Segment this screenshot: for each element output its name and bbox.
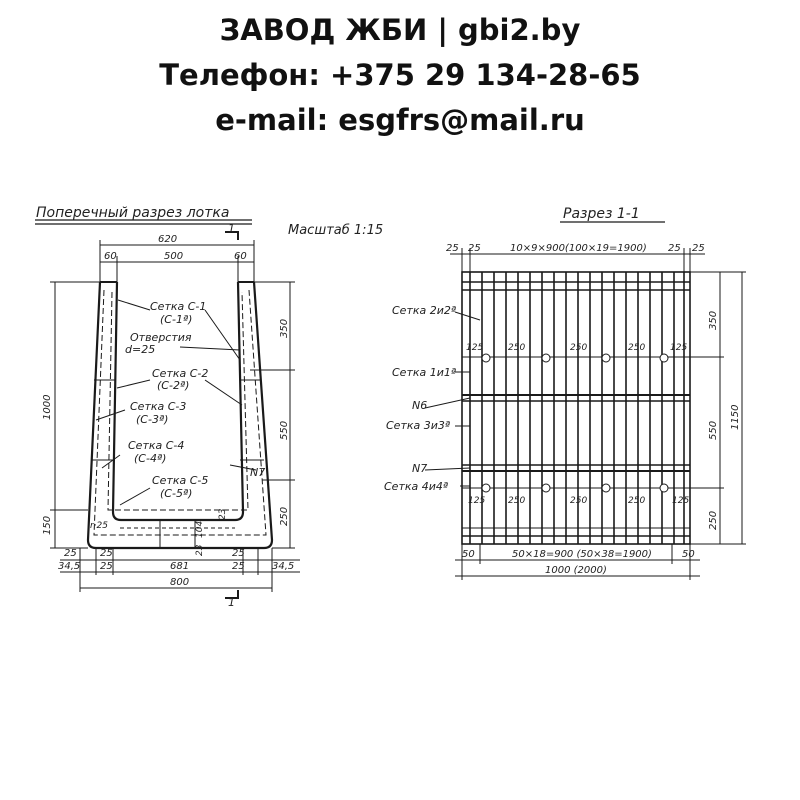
label-hole: Отверстия: [130, 331, 192, 344]
dim-seg-250: 250: [279, 506, 290, 526]
dim-seg-350: 350: [279, 318, 290, 338]
label-mesh-c4a: (С-4ª): [134, 452, 167, 465]
dim-b345-a: 34,5: [58, 561, 81, 572]
dim-row2-250b: 250: [570, 496, 588, 506]
dim-row2-125b: 125: [672, 496, 690, 506]
cut-mark-bottom: 1: [228, 596, 235, 609]
dim-row2-250a: 250: [508, 496, 526, 506]
label-mesh-c5a: (С-5ª): [160, 487, 193, 500]
label-mesh-c1a: (С-1ª): [160, 313, 193, 326]
scale-label: Масштаб 1:15: [288, 223, 384, 238]
dim-right-550: 550: [708, 420, 719, 440]
dim-b345-b: 34,5: [272, 561, 295, 572]
hole-marker: [542, 354, 550, 362]
hole-marker: [602, 484, 610, 492]
dim-height: 1000: [42, 394, 53, 420]
dim-b25-e: 25: [232, 561, 245, 572]
hole-marker: [482, 354, 490, 362]
hole-marker: [660, 354, 668, 362]
label-mesh-1-1a: Сетка 1и1ª: [392, 366, 457, 379]
cut-mark-top: 1: [228, 222, 235, 235]
label-mesh-2-2a: Сетка 2и2ª: [392, 304, 457, 317]
label-hole-d: d=25: [125, 343, 156, 356]
section-1-1-drawing: [425, 222, 746, 580]
label-mesh-c4: Сетка С-4: [128, 439, 185, 452]
dim-bottom-50a: 50: [462, 549, 475, 560]
dim-seg-550: 550: [279, 420, 290, 440]
dim-b25-a: 25: [64, 548, 77, 559]
label-mesh-c1: Сетка С-1: [150, 300, 207, 313]
label-mesh-c2: Сетка С-2: [152, 367, 209, 380]
dim-top-left-25b: 25: [468, 243, 481, 254]
dim-bottom-50b: 50: [682, 549, 695, 560]
dim-total-800: 800: [170, 577, 190, 588]
dim-23-b: 23: [195, 544, 205, 556]
label-mesh-c3a: (С-3ª): [136, 413, 169, 426]
dim-inner-top: 500: [164, 251, 184, 262]
label-n7-left: N7: [250, 466, 266, 479]
dim-23-a: 23: [218, 508, 228, 520]
dim-row1-250a: 250: [508, 343, 526, 353]
label-mesh-c5: Сетка С-5: [152, 474, 209, 487]
label-mesh-c2a: (С-2ª): [157, 379, 190, 392]
dim-inner-681: 681: [170, 561, 190, 572]
dim-b25-c: 25: [100, 561, 113, 572]
hole-marker: [602, 354, 610, 362]
dim-row1-250b: 250: [570, 343, 588, 353]
dim-bottom-h: 150: [42, 515, 53, 535]
header-title: ЗАВОД ЖБИ | gbi2.by: [219, 13, 581, 47]
hole-marker: [660, 484, 668, 492]
dim-top-right-25a: 25: [668, 243, 681, 254]
label-n7-right: N7: [412, 462, 428, 475]
dim-top-left-25a: 25: [446, 243, 459, 254]
section-1-1-labels: [384, 206, 741, 576]
dim-r25: r·25: [90, 521, 109, 531]
dim-row2-250c: 250: [628, 496, 646, 506]
cross-section-title: Поперечный разрез лотка: [36, 205, 230, 221]
dim-104: 104: [195, 520, 205, 538]
section-1-1-title: Разрез 1-1: [563, 206, 640, 222]
header-phone: Телефон: +375 29 134-28-65: [159, 58, 641, 92]
dim-row1-250c: 250: [628, 343, 646, 353]
dim-b25-d: 25: [232, 548, 245, 559]
dim-top-formula: 10×9×900(100×19=1900): [510, 243, 647, 254]
dim-wall-right: 60: [234, 251, 247, 262]
dim-right-350: 350: [708, 310, 719, 330]
hole-marker: [482, 484, 490, 492]
label-mesh-3-3a: Сетка 3и3ª: [386, 419, 451, 432]
dim-b25-b: 25: [100, 548, 113, 559]
hole-marker: [542, 484, 550, 492]
dim-row1-125a: 125: [466, 343, 484, 353]
label-n6: N6: [412, 399, 428, 412]
dim-bottom-formula: 50×18=900 (50×38=1900): [512, 549, 652, 560]
dim-row2-125a: 125: [468, 496, 486, 506]
dim-right-250: 250: [708, 510, 719, 530]
label-mesh-4-4a: Сетка 4и4ª: [384, 480, 449, 493]
dim-bottom-total: 1000 (2000): [545, 565, 607, 576]
header-email: e-mail: esgfrs@mail.ru: [215, 103, 585, 137]
dim-right-total: 1150: [730, 404, 741, 430]
dim-top-width: 620: [158, 234, 178, 245]
label-mesh-c3: Сетка С-3: [130, 400, 187, 413]
dim-top-right-25b: 25: [692, 243, 705, 254]
dim-row1-125b: 125: [670, 343, 688, 353]
dim-wall-left: 60: [104, 251, 117, 262]
